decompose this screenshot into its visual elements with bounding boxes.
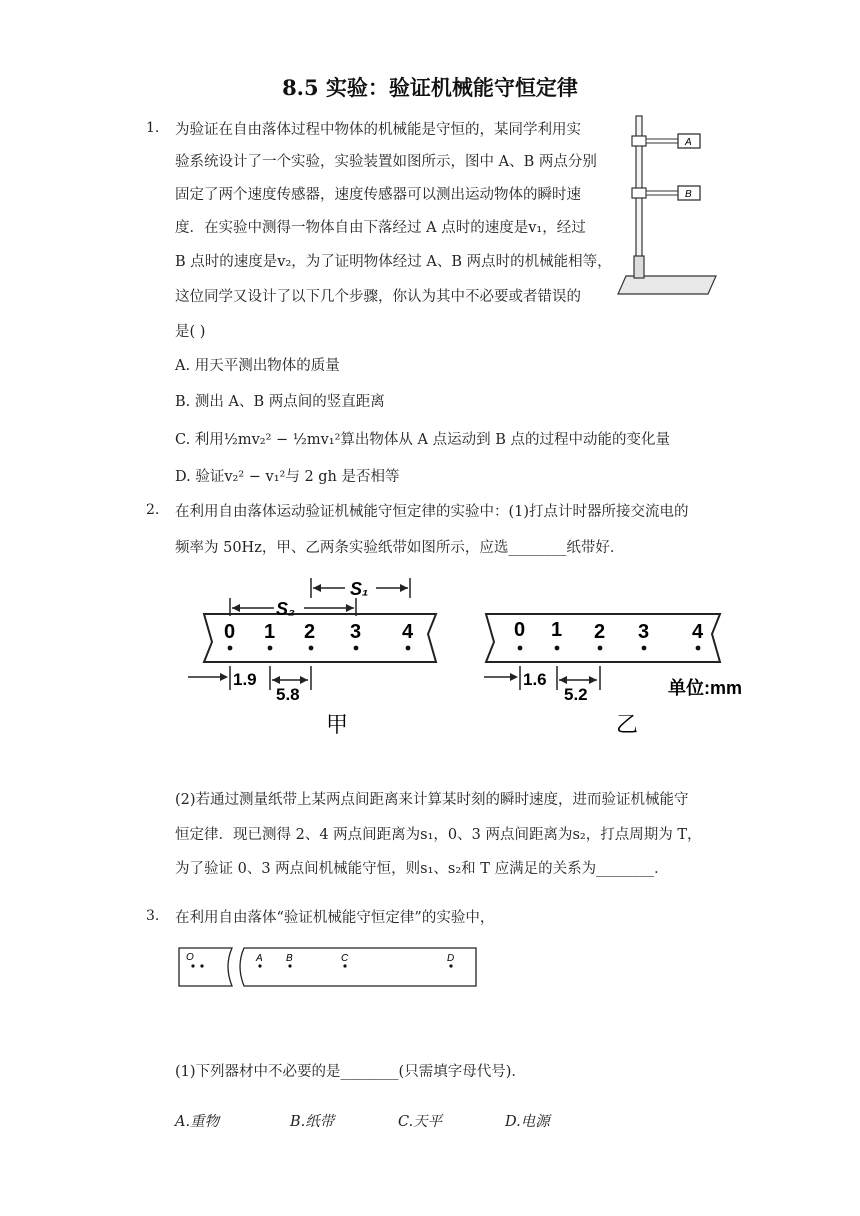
q3-choice-c: C.天平	[398, 1114, 443, 1130]
tape-yi-label-4: 4	[692, 621, 704, 643]
q2-part2-line: 恒定律．现已测得 2、4 两点间距离为s₁，0、3 两点间距离为s₂，打点周期为 T，	[175, 827, 702, 843]
q3-number: 3.	[146, 908, 160, 924]
q3-line: 在利用自由落体“验证机械能守恒定律”的实验中，	[175, 910, 495, 926]
q3-part1: (1)下列器材中不必要的是________(只需填字母代号)．	[175, 1064, 526, 1080]
tape-jia-name: 甲	[326, 712, 349, 737]
tape-yi-label-3: 3	[638, 621, 650, 643]
tape-jia-s2: S₂	[276, 599, 295, 619]
tape-jia-label-4: 4	[402, 621, 414, 643]
tape-jia-label-2: 2	[304, 621, 316, 643]
q1-line: 验系统设计了一个实验，实验装置如图所示，图中 A、B 两点分别	[175, 154, 597, 170]
q3-choice-d: D.电源	[505, 1114, 550, 1130]
q3-choice-b: B.纸带	[290, 1114, 335, 1130]
q1-option-d: D. 验证v₂² − v₁²与 2 gh 是否相等	[175, 469, 400, 485]
q3-choice-a: A.重物	[175, 1114, 220, 1130]
tape-yi-name: 乙	[616, 712, 639, 737]
q1-line: 这位同学又设计了以下几个步骤，你认为其中不必要或者错误的	[175, 289, 581, 305]
q1-option-a: A. 用天平测出物体的质量	[175, 358, 340, 374]
tape-jia-label-1: 1	[264, 621, 276, 643]
q3-tape-label-c: C	[341, 953, 349, 964]
tape-yi-label-2: 2	[594, 621, 606, 643]
q2-part2-line: 为了验证 0、3 两点间机械能守恒，则s₁、s₂和 T 应满足的关系为________．	[175, 861, 669, 877]
q1-option-c: C. 利用½mv₂² − ½mv₁²算出物体从 A 点运动到 B 点的过程中动能的变化量	[175, 432, 670, 448]
q3-tape-label-a: A	[256, 953, 263, 964]
tape-yi-label-1: 1	[551, 619, 563, 641]
tape-jia-d2: 5.8	[276, 685, 300, 704]
q1-number: 1.	[146, 120, 160, 136]
q1-option-b: B. 测出 A、B 两点间的竖直距离	[175, 394, 385, 410]
q1-line: 固定了两个速度传感器，速度传感器可以测出运动物体的瞬时速	[175, 187, 581, 203]
tape-jia-label-0: 0	[224, 621, 236, 643]
tape-jia-label-3: 3	[350, 621, 362, 643]
tape-yi-unit: 单位:mm	[668, 678, 743, 698]
q2-line: 频率为 50Hz，甲、乙两条实验纸带如图所示，应选________纸带好．	[175, 540, 625, 556]
q3-tape-label-d: D	[447, 953, 455, 964]
tape-yi-label-0: 0	[514, 619, 526, 641]
paper-tapes-figure	[180, 570, 780, 740]
tape-jia-d1: 1.9	[233, 670, 257, 689]
q2-part2-line: (2)若通过测量纸带上某两点间距离来计算某时刻的瞬时速度，进而验证机械能守	[175, 792, 689, 808]
q3-tape-label-b: B	[286, 953, 293, 964]
tape-jia-s1: S₁	[350, 579, 369, 599]
q3-tape-label-o: O	[186, 952, 194, 963]
apparatus-figure	[612, 108, 718, 300]
page-title: 8.5 实验：验证机械能守恒定律	[282, 75, 578, 100]
sensor-b-label: B	[685, 189, 692, 200]
tape-yi-d1: 1.6	[523, 670, 547, 689]
q2-line: 在利用自由落体运动验证机械能守恒定律的实验中：(1)打点计时器所接交流电的	[175, 504, 689, 520]
tape-yi-d2: 5.2	[564, 685, 588, 704]
sensor-a-label: A	[685, 137, 692, 148]
q1-line: 为验证在自由落体过程中物体的机械能是守恒的，某同学利用实	[175, 122, 581, 138]
q2-number: 2.	[146, 502, 160, 518]
q1-line: 是( )	[175, 324, 206, 340]
q1-line: B 点时的速度是v₂，为了证明物体经过 A、B 两点时的机械能相等，	[175, 254, 612, 270]
q3-tape-figure	[176, 944, 482, 990]
q1-line: 度．在实验中测得一物体自由下落经过 A 点时的速度是v₁，经过	[175, 220, 586, 236]
